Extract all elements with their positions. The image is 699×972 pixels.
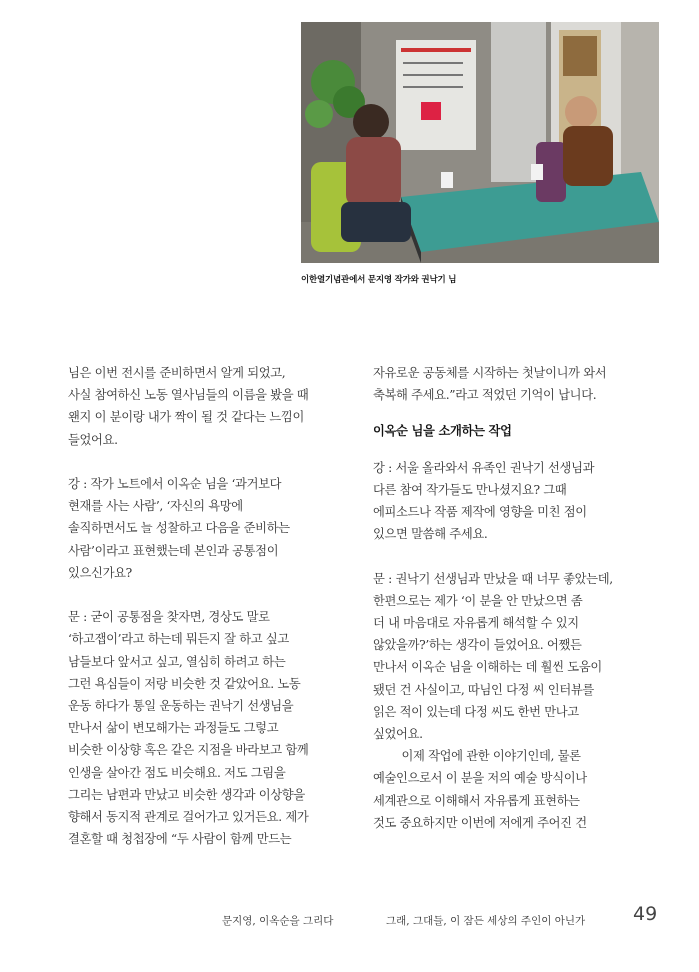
paragraph: 문 : 굳이 공통점을 찾자면, 경상도 말로 ‘하고잽이’라고 하는데 뭐든지 잘 하고 싶고 남들보다 앞서고 싶고, 열심히 하려고 하는 그런 욕심들이 저랑 비슷한 것 같았어요. 노동 운동 하다가 통일 운동하는 권낙기 선생님을 만나서 삶이 변모해가는 과정들도 그렇고 비슷한 이상향 혹은 같은 지점을 바라보고 함께 인생을 살아간 점도 비슷해요. 저도 그림을 그리는 남편과 만났고 비슷한 생각과 이상향을 향해서 동지적 관계로 걸어가고 있거든요. 제가 결혼할 때 청첩장에 “두 사람이 함께 만드는 [68,610,309,847]
paragraph: 자유로운 공동체를 시작하는 첫날이니까 와서 축복해 주세요.”라고 적었던 기억이 납니다. [373,366,607,403]
footer-article-title: 문지영, 이옥순을 그리다 [222,915,334,927]
section-heading: 이옥순 님을 소개하는 작업 [373,424,512,439]
interview-photo [301,22,659,263]
page-number: 49 [633,903,658,925]
photo-illustration [301,22,659,263]
photo-caption: 이한열기념관에서 문지영 작가와 권낙기 님 [301,275,457,285]
footer-publication-title: 그래, 그대들, 이 잠든 세상의 주인이 아닌가 [386,915,586,927]
paragraph: 강 : 작가 노트에서 이옥순 님을 ‘과거보다 현재를 사는 사람’, ‘자신의 욕망에 솔직하면서도 늘 성찰하고 다음을 준비하는 사람’이라고 표현했는데 본인과 공통점이 있으신가요? [68,477,290,580]
paragraph: 님은 이번 전시를 준비하면서 알게 되었고, 사실 참여하신 노동 열사님들의 이름을 봤을 때 왠지 이 분이랑 내가 짝이 될 것 같다는 느낌이 들었어요. [68,366,309,447]
paragraph: 이제 작업에 관한 이야기인데, 물론 예술인으로서 이 분을 저의 예술 방식이나 세계관으로 이해해서 자유롭게 표현하는 것도 중요하지만 이번에 저에게 주어진 건 [373,749,587,830]
left-column [68,362,358,850]
right-column [373,362,663,834]
paragraph: 문 : 권낙기 선생님과 만났을 때 너무 좋았는데, 한편으로는 제가 ‘이 분을 안 만났으면 좀 더 내 마음대로 자유롭게 해석할 수 있지 않았을까?’하는 생각이 들었어요. 어쨌든 만나서 이옥순 님을 이해하는 데 훨씬 도움이 됐던 건 사실이고, 따님인 다정 씨 인터뷰를 읽은 적이 있는데 다정 씨도 한번 만나고 싶었어요. [373,571,613,742]
paragraph: 강 : 서울 올라와서 유족인 권낙기 선생님과 다른 참여 작가들도 만나셨지요? 그때 에피소드나 작품 제작에 영향을 미친 점이 있으면 말씀해 주세요. [373,460,595,542]
